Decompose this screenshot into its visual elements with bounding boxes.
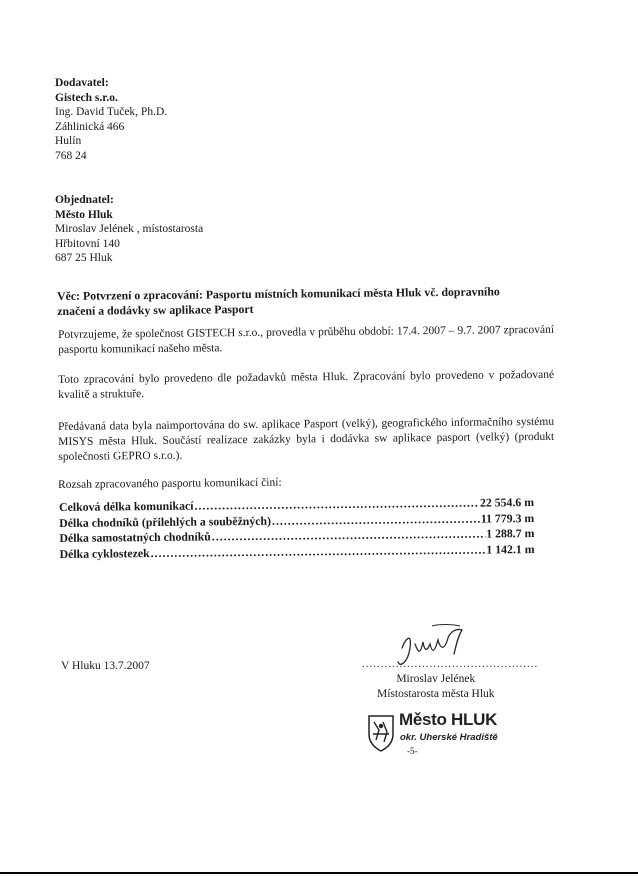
coat-of-arms-icon xyxy=(367,712,395,752)
paragraph-quality: Toto zpracování bylo provedeno dle požadavků města Hluk. Zpracování bylo provedeno v požadované kvalitě a struktuře. xyxy=(58,368,555,401)
customer-company: Město Hluk xyxy=(55,208,113,221)
signer-block xyxy=(377,672,495,702)
subject-line-2: značení a dodávky sw aplikace Pasport xyxy=(57,301,254,318)
paragraph-scope: Rozsah zpracovaného pasportu komunikací činí: xyxy=(58,476,282,491)
stamp-subtitle: okr. Uherské Hradiště xyxy=(400,732,498,743)
stats-list xyxy=(59,495,535,562)
customer-block xyxy=(55,193,203,266)
stat-label: Celková délka komunikací xyxy=(59,498,194,514)
supplier-zip: 768 24 xyxy=(55,149,87,162)
supplier-block xyxy=(55,76,167,163)
official-stamp xyxy=(367,710,507,765)
place-date: V Hluku 13.7.2007 xyxy=(61,660,150,672)
signer-name: Miroslav Jelének xyxy=(396,673,476,685)
stat-label: Délka cyklostezek xyxy=(59,545,150,561)
stat-value: 11 779.3 m xyxy=(480,510,535,526)
supplier-contact: Ing. David Tuček, Ph.D. xyxy=(55,106,168,118)
stamp-title: Město HLUK xyxy=(399,710,498,729)
stamp-number: -5- xyxy=(407,746,418,756)
paragraph-confirmation: Potvrzujeme, že společnost GISTECH s.r.o., provedla v průběhu období: 17.4. 2007 – 9.7. 2007 zpracování pasportu komunikací našeho města. xyxy=(58,323,555,356)
supplier-city: Hulín xyxy=(55,135,82,147)
paragraph-data-import: Předávaná data byla naimportována do sw. aplikace Pasport (velký), geografického informačního systému MISYS města Hluk. Součástí realizace zakázky byla i dodávka sw aplikace pasport (velký) (produkt společnosti GEPRO s.r.o.). xyxy=(58,415,555,463)
stat-value: 1 142.1 m xyxy=(486,541,535,557)
stat-label: Délka chodníků (přilehlých a souběžných) xyxy=(59,513,272,530)
supplier-heading: Dodavatel: xyxy=(55,77,109,89)
customer-zip-city: 687 25 Hluk xyxy=(55,252,113,264)
supplier-company: Gistech s.r.o. xyxy=(55,91,118,104)
customer-street: Hřbitovní 140 xyxy=(55,237,120,250)
stat-label: Délka samostatných chodníků xyxy=(59,529,211,545)
scan-edge xyxy=(0,872,638,874)
stat-value: 1 288.7 m xyxy=(486,526,535,541)
subject-heading xyxy=(57,284,557,319)
stat-value: 22 554.6 m xyxy=(479,495,535,510)
dot-leader xyxy=(151,542,486,561)
signer-role: Místostarosta města Hluk xyxy=(377,688,495,700)
signature-line: ............................................... xyxy=(362,658,539,670)
customer-contact: Miroslav Jelének , místostarosta xyxy=(55,223,204,235)
subject-line-1: Věc: Potvrzení o zpracování: Pasportu místních komunikací města Hluk vč. dopravního xyxy=(57,284,500,303)
customer-heading: Objednatel: xyxy=(55,194,114,206)
supplier-street: Záhlinická 466 xyxy=(55,120,125,133)
